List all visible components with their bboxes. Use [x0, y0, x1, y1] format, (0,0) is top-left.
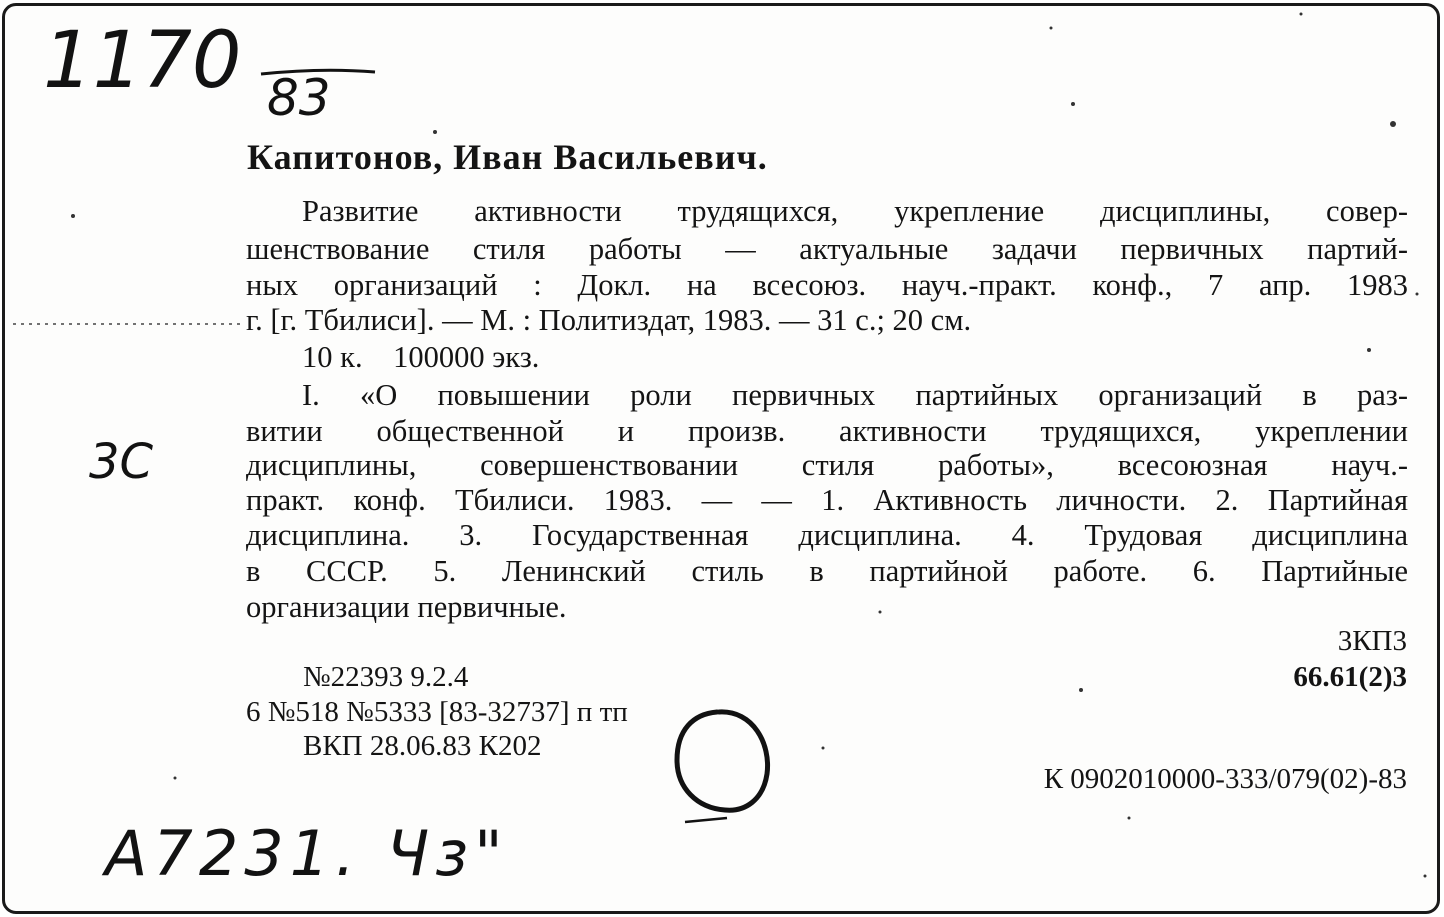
classification-index: 66.61(2)3: [1293, 661, 1407, 693]
title-line: ных организаций : Докл. на всесоюз. науч.-практ. конф., 7 апр. 1983: [246, 268, 1408, 302]
registration-number: №22393 9.2.4: [303, 661, 469, 693]
subject-line: в СССР. 5. Ленинский стиль в партийной работе. 6. Партийные: [246, 554, 1408, 588]
subject-line: практ. конф. Тбилиси. 1983. — — 1. Активность личности. 2. Партийная: [246, 483, 1408, 517]
subject-line: организации первичные.: [246, 590, 567, 624]
scan-speckles: [5, 6, 1437, 911]
subject-line: витии общественной и произв. активности трудящихся, укреплении: [246, 414, 1408, 448]
catalog-card: [2, 3, 1440, 914]
price-run-line: 10 к. 100000 экз.: [302, 340, 540, 374]
subject-line: I. «О повышении роли первичных партийных организаций в раз-: [302, 378, 1408, 412]
order-line: 6 №518 №5333 [83-32737] п тп: [246, 696, 628, 728]
vkp-line: ВКП 28.06.83 К202: [303, 730, 542, 762]
author-heading: Капитонов, Иван Васильевич.: [247, 137, 768, 177]
handwritten-margin-mark: 3С: [89, 434, 154, 490]
handwritten-top-number: 1170: [43, 16, 242, 106]
handwritten-inventory-number: A7231. Чз": [105, 817, 509, 890]
k-code: К 0902010000-333/079(02)-83: [1043, 763, 1407, 795]
classification-index: 3КП3: [1337, 625, 1407, 657]
title-line: шенствование стиля работы — актуальные задачи первичных партий-: [246, 232, 1408, 266]
subject-line: дисциплины, совершенствовании стиля работы», всесоюзная науч.-: [246, 448, 1408, 482]
imprint-line: г. [г. Тбилиси]. — М. : Политиздат, 1983. — 31 с.; 20 см.: [246, 303, 972, 337]
title-line: Развитие активности трудящихся, укрепление дисциплины, совер-: [302, 194, 1408, 228]
subject-line: дисциплина. 3. Государственная дисциплина. 4. Трудовая дисциплина: [246, 518, 1408, 552]
handwritten-fraction: 83: [267, 69, 331, 127]
